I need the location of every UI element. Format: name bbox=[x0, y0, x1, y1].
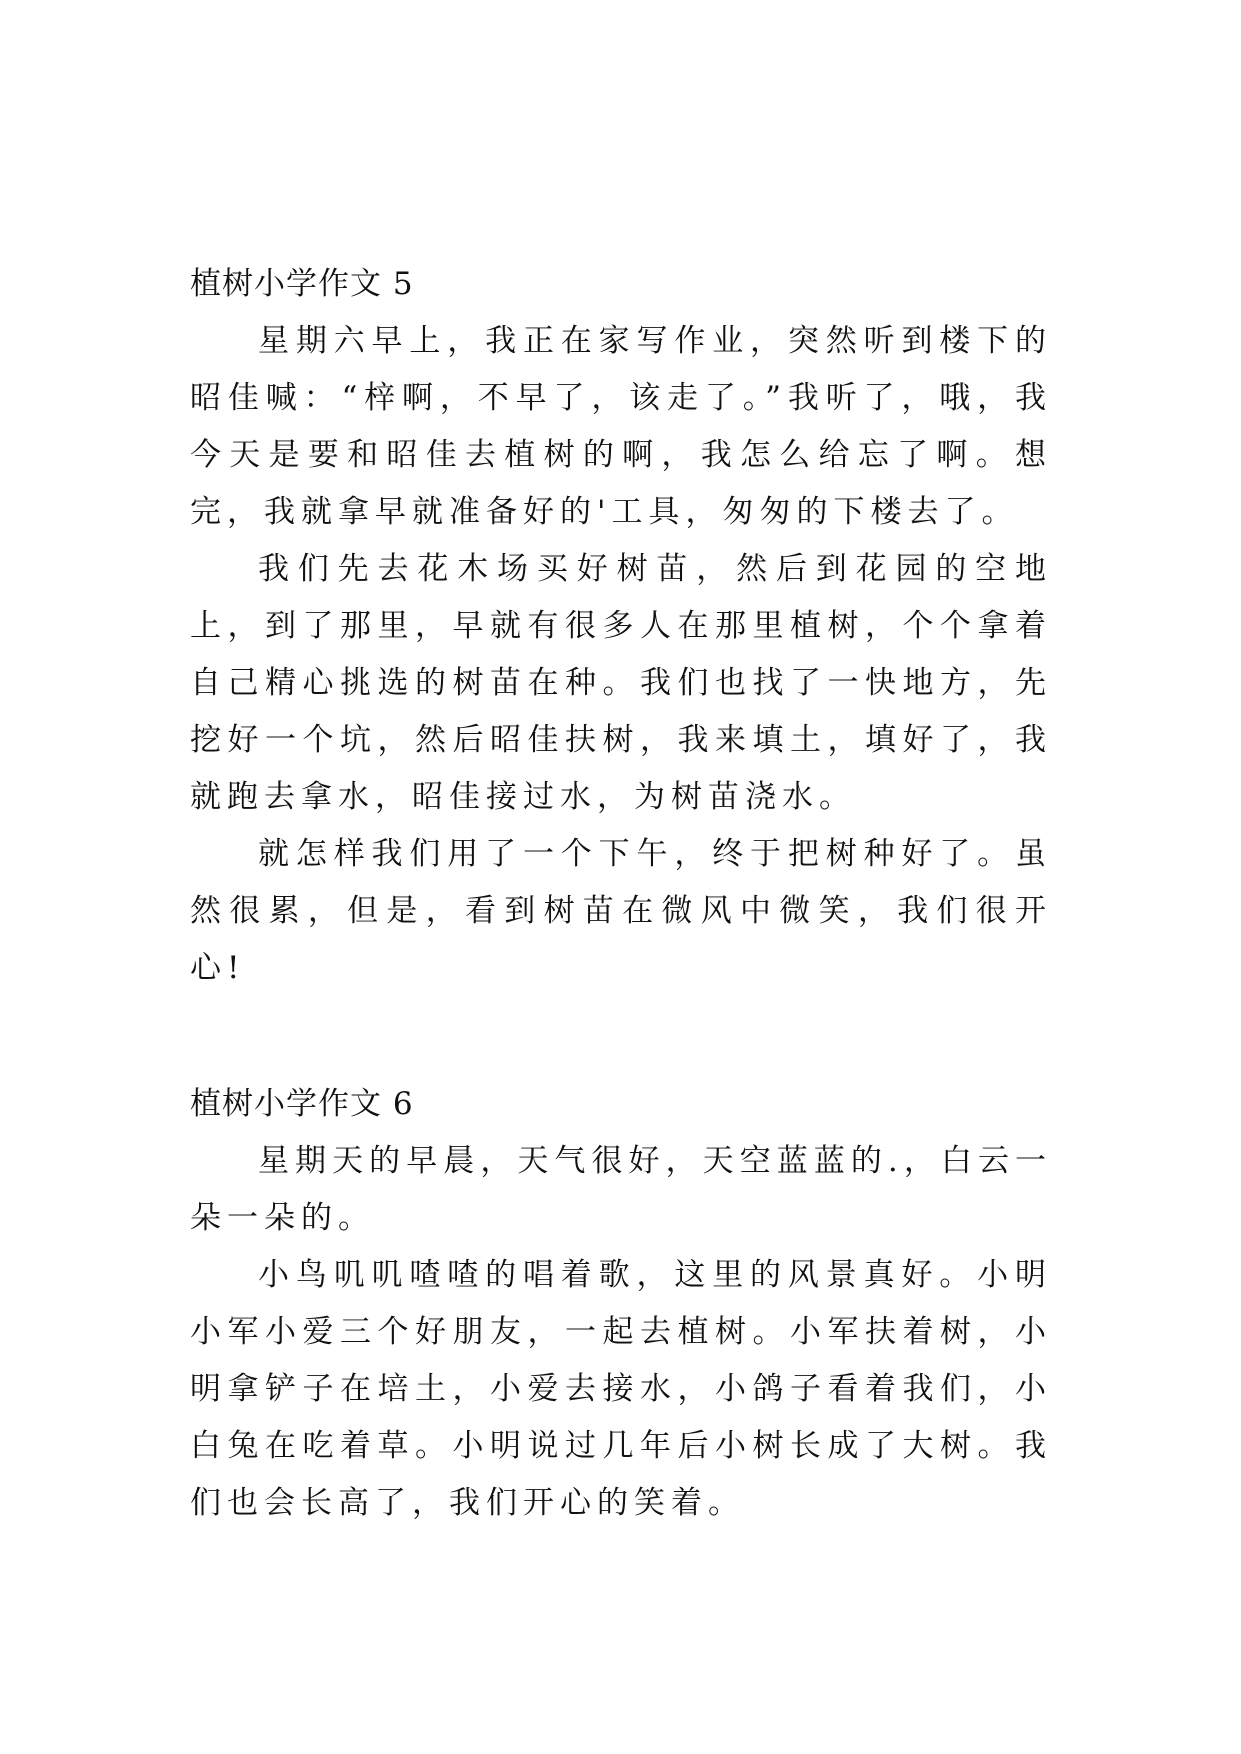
paragraph: 我们先去花木场买好树苗，然后到花园的空地上，到了那里，早就有很多人在那里植树，个个拿着自己精心挑选的树苗在种。我们也找了一快地方，先挖好一个坑，然后昭佳扶树，我来填土，填好了，我就跑去拿水，昭佳接过水，为树苗浇水。 bbox=[190, 551, 1052, 815]
essay-section-5 bbox=[190, 255, 1052, 997]
paragraph: 就怎样我们用了一个下午，终于把树种好了。虽然很累，但是，看到树苗在微风中微笑，我们很开心! bbox=[190, 836, 1052, 986]
section-title: 植树小学作文 5 bbox=[190, 266, 414, 302]
essay-section-6 bbox=[190, 1075, 1052, 1532]
section-title: 植树小学作文 6 bbox=[190, 1086, 414, 1122]
paragraph: 星期六早上，我正在家写作业，突然听到楼下的昭佳喊：“梓啊，不早了，该走了。”我听了，哦，我今天是要和昭佳去植树的啊，我怎么给忘了啊。想完，我就拿早就准备好的'工具，匆匆的下楼去了。 bbox=[190, 323, 1052, 530]
section-spacer bbox=[190, 997, 1052, 1075]
paragraph: 小鸟叽叽喳喳的唱着歌，这里的风景真好。小明小军小爱三个好朋友，一起去植树。小军扶着树，小明拿铲子在培土，小爱去接水，小鸽子看着我们，小白兔在吃着草。小明说过几年后小树长成了大树。我们也会长高了，我们开心的笑着。 bbox=[190, 1257, 1052, 1521]
document-body bbox=[190, 255, 1052, 1532]
paragraph: 星期天的早晨，天气很好，天空蓝蓝的.，白云一朵一朵的。 bbox=[190, 1143, 1052, 1236]
